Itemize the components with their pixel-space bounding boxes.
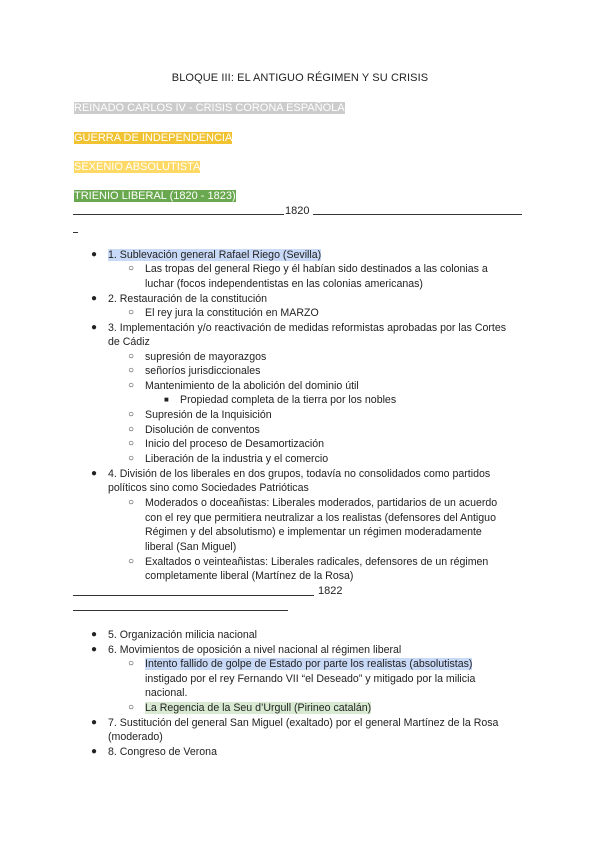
section-label: GUERRA DE INDEPENDENCIA (74, 132, 233, 144)
hollow-bullet-icon: ○ (128, 497, 135, 508)
list-item: Exaltados o veinteañistas: Liberales radicales, defensores de un régimen (145, 556, 489, 568)
list-item: Liberación de la industria y el comercio (145, 453, 329, 465)
list-item: Disolución de conventos (145, 424, 260, 436)
year-1822: 1822 (318, 585, 343, 597)
section-heading-sexenio (73, 160, 201, 174)
hollow-bullet-icon: ○ (128, 351, 135, 362)
list-item: Supresión de la Inquisición (145, 409, 272, 421)
list-item: Mantenimiento de la abolición del dominio útil (145, 380, 359, 392)
hollow-bullet-icon: ○ (128, 263, 135, 274)
year-1820: 1820 (285, 205, 310, 217)
bullet-icon: ● (91, 249, 98, 260)
list-item: Moderados o doceañistas: Liberales moderados, partidarios de un acuerdo (145, 497, 498, 509)
timeline-rule (73, 214, 284, 215)
bullet-icon: ● (91, 717, 98, 728)
list-item: nacional. (145, 687, 188, 699)
list-item: 3. Implementación y/o reactivación de medidas reformistas aprobadas por las Cortes (108, 322, 507, 334)
list-item: liberal (San Miguel) (145, 541, 237, 553)
section-label: TRIENIO LIBERAL (1820 - 1823) (74, 190, 236, 202)
list-item: 4. División de los liberales en dos grupos, todavía no consolidados como partidos (108, 468, 491, 480)
page-title: BLOQUE III: EL ANTIGUO RÉGIMEN Y SU CRISIS (171, 72, 429, 84)
bullet-icon: ● (91, 746, 98, 757)
square-bullet-icon: ■ (164, 395, 169, 404)
timeline-rule (313, 214, 522, 215)
hollow-bullet-icon: ○ (128, 365, 135, 376)
bullet-icon: ● (91, 468, 98, 479)
bullet-icon: ● (91, 322, 98, 333)
list-item (108, 248, 321, 263)
section-heading-guerra (73, 131, 233, 145)
timeline-rule (73, 232, 78, 233)
list-item: Propiedad completa de la tierra por los nobles (180, 394, 397, 406)
list-item (145, 701, 371, 716)
bullet-icon: ● (91, 629, 98, 640)
hollow-bullet-icon: ○ (128, 307, 135, 318)
list-item: 6. Movimientos de oposición a nivel nacional al régimen liberal (108, 644, 402, 656)
section-heading-trienio (73, 189, 237, 203)
list-item: con el rey que permitiera neutralizar a los realistas (defensores del Antiguo (145, 512, 496, 524)
section-label: SEXENIO ABSOLUTISTA (74, 161, 201, 173)
hollow-bullet-icon: ○ (128, 702, 135, 713)
hollow-bullet-icon: ○ (128, 453, 135, 464)
list-item: instigado por el rey Fernando VII “el Deseado” y mitigado por la milicia (145, 673, 476, 685)
hollow-bullet-icon: ○ (128, 658, 135, 669)
list-item: supresión de mayorazgos (145, 351, 267, 363)
list-item: 5. Organización milicia nacional (108, 629, 257, 641)
hollow-bullet-icon: ○ (128, 380, 135, 391)
item-text: La Regencia de la Seu d’Urgull (Pirineo catalán) (145, 702, 372, 714)
list-item: Régimen y del absolutismo) e implementar un régimen moderadamente (145, 526, 482, 538)
timeline-rule (73, 595, 314, 596)
hollow-bullet-icon: ○ (128, 424, 135, 435)
timeline-rule (73, 610, 288, 611)
bullet-icon: ● (91, 293, 98, 304)
list-item: 8. Congreso de Verona (108, 746, 217, 758)
list-item: completamente liberal (Martínez de la Rosa) (145, 570, 354, 582)
list-item: Inicio del proceso de Desamortización (145, 438, 325, 450)
item-text: Intento fallido de golpe de Estado por parte los realistas (absolutistas) (145, 658, 473, 670)
list-item: 2. Restauración de la constitución (108, 293, 267, 305)
hollow-bullet-icon: ○ (128, 409, 135, 420)
list-item: 7. Sustitución del general San Miguel (exaltado) por el general Martínez de la Rosa (108, 717, 499, 729)
section-label: REINADO CARLOS IV - CRISIS CORONA ESPAÑOLA (74, 102, 345, 114)
section-heading-carlos-iv (73, 101, 346, 115)
hollow-bullet-icon: ○ (128, 556, 135, 567)
item-text: 1. Sublevación general Rafael Riego (Sevilla) (108, 249, 322, 261)
list-item: de Cádiz (108, 336, 150, 348)
list-item: señoríos jurisdiccionales (145, 365, 261, 377)
list-item: luchar (focos independentistas en las colonias americanas) (145, 278, 423, 290)
list-item: Las tropas del general Riego y él habían sido destinados a las colonias a (145, 263, 488, 275)
list-item: (moderado) (108, 731, 163, 743)
bullet-icon: ● (91, 644, 98, 655)
hollow-bullet-icon: ○ (128, 438, 135, 449)
list-item: El rey jura la constitución en MARZO (145, 307, 319, 319)
list-item (145, 657, 472, 672)
list-item: políticos sino como Sociedades Patrióticas (108, 482, 309, 494)
